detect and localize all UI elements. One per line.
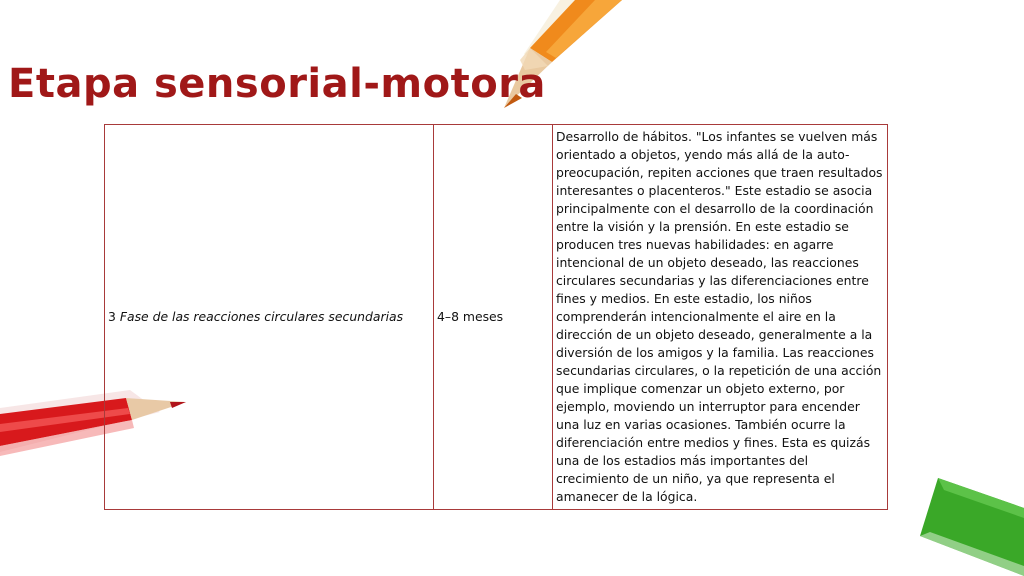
phase-cell (105, 125, 434, 510)
table-row (105, 125, 888, 510)
stage-table (104, 124, 888, 510)
age-cell: 4–8 meses (434, 125, 553, 510)
green-bar-icon (920, 478, 1024, 576)
description-cell: Desarrollo de hábitos. "Los infantes se vuelven más orientado a objetos, yendo más allá de la auto-preocupación, repiten acciones que traen resultados interesantes o placenteros." Este estadio se asocia principalmente con el desarrollo de la coordinación entre la visión y la prensión. En este estadio se producen tres nuevas habilidades: en agarre intencional de un objeto deseado, las reacciones circulares secundarias y las diferenciaciones entre fines y medios. En este estadio, los niños comprenderán intencionalmente el aire en la dirección de un objeto deseado, generalmente a la diversión de los amigos y la familia. Las reacciones secundarias circulares, o la repetición de una acción que implique comenzar un objeto externo, por ejemplo, moviendo un interruptor para encender una luz en varias ocasiones. También ocurre la diferenciación entre medios y fines. Esta es quizás una de los estadios más importantes del crecimiento de un niño, ya que representa el amanecer de la lógica. (553, 125, 888, 510)
phase-number: 3 (108, 309, 116, 324)
slide-title: Etapa sensorial-motora (8, 61, 546, 107)
phase-name: Fase de las reacciones circulares secundarias (119, 309, 404, 324)
